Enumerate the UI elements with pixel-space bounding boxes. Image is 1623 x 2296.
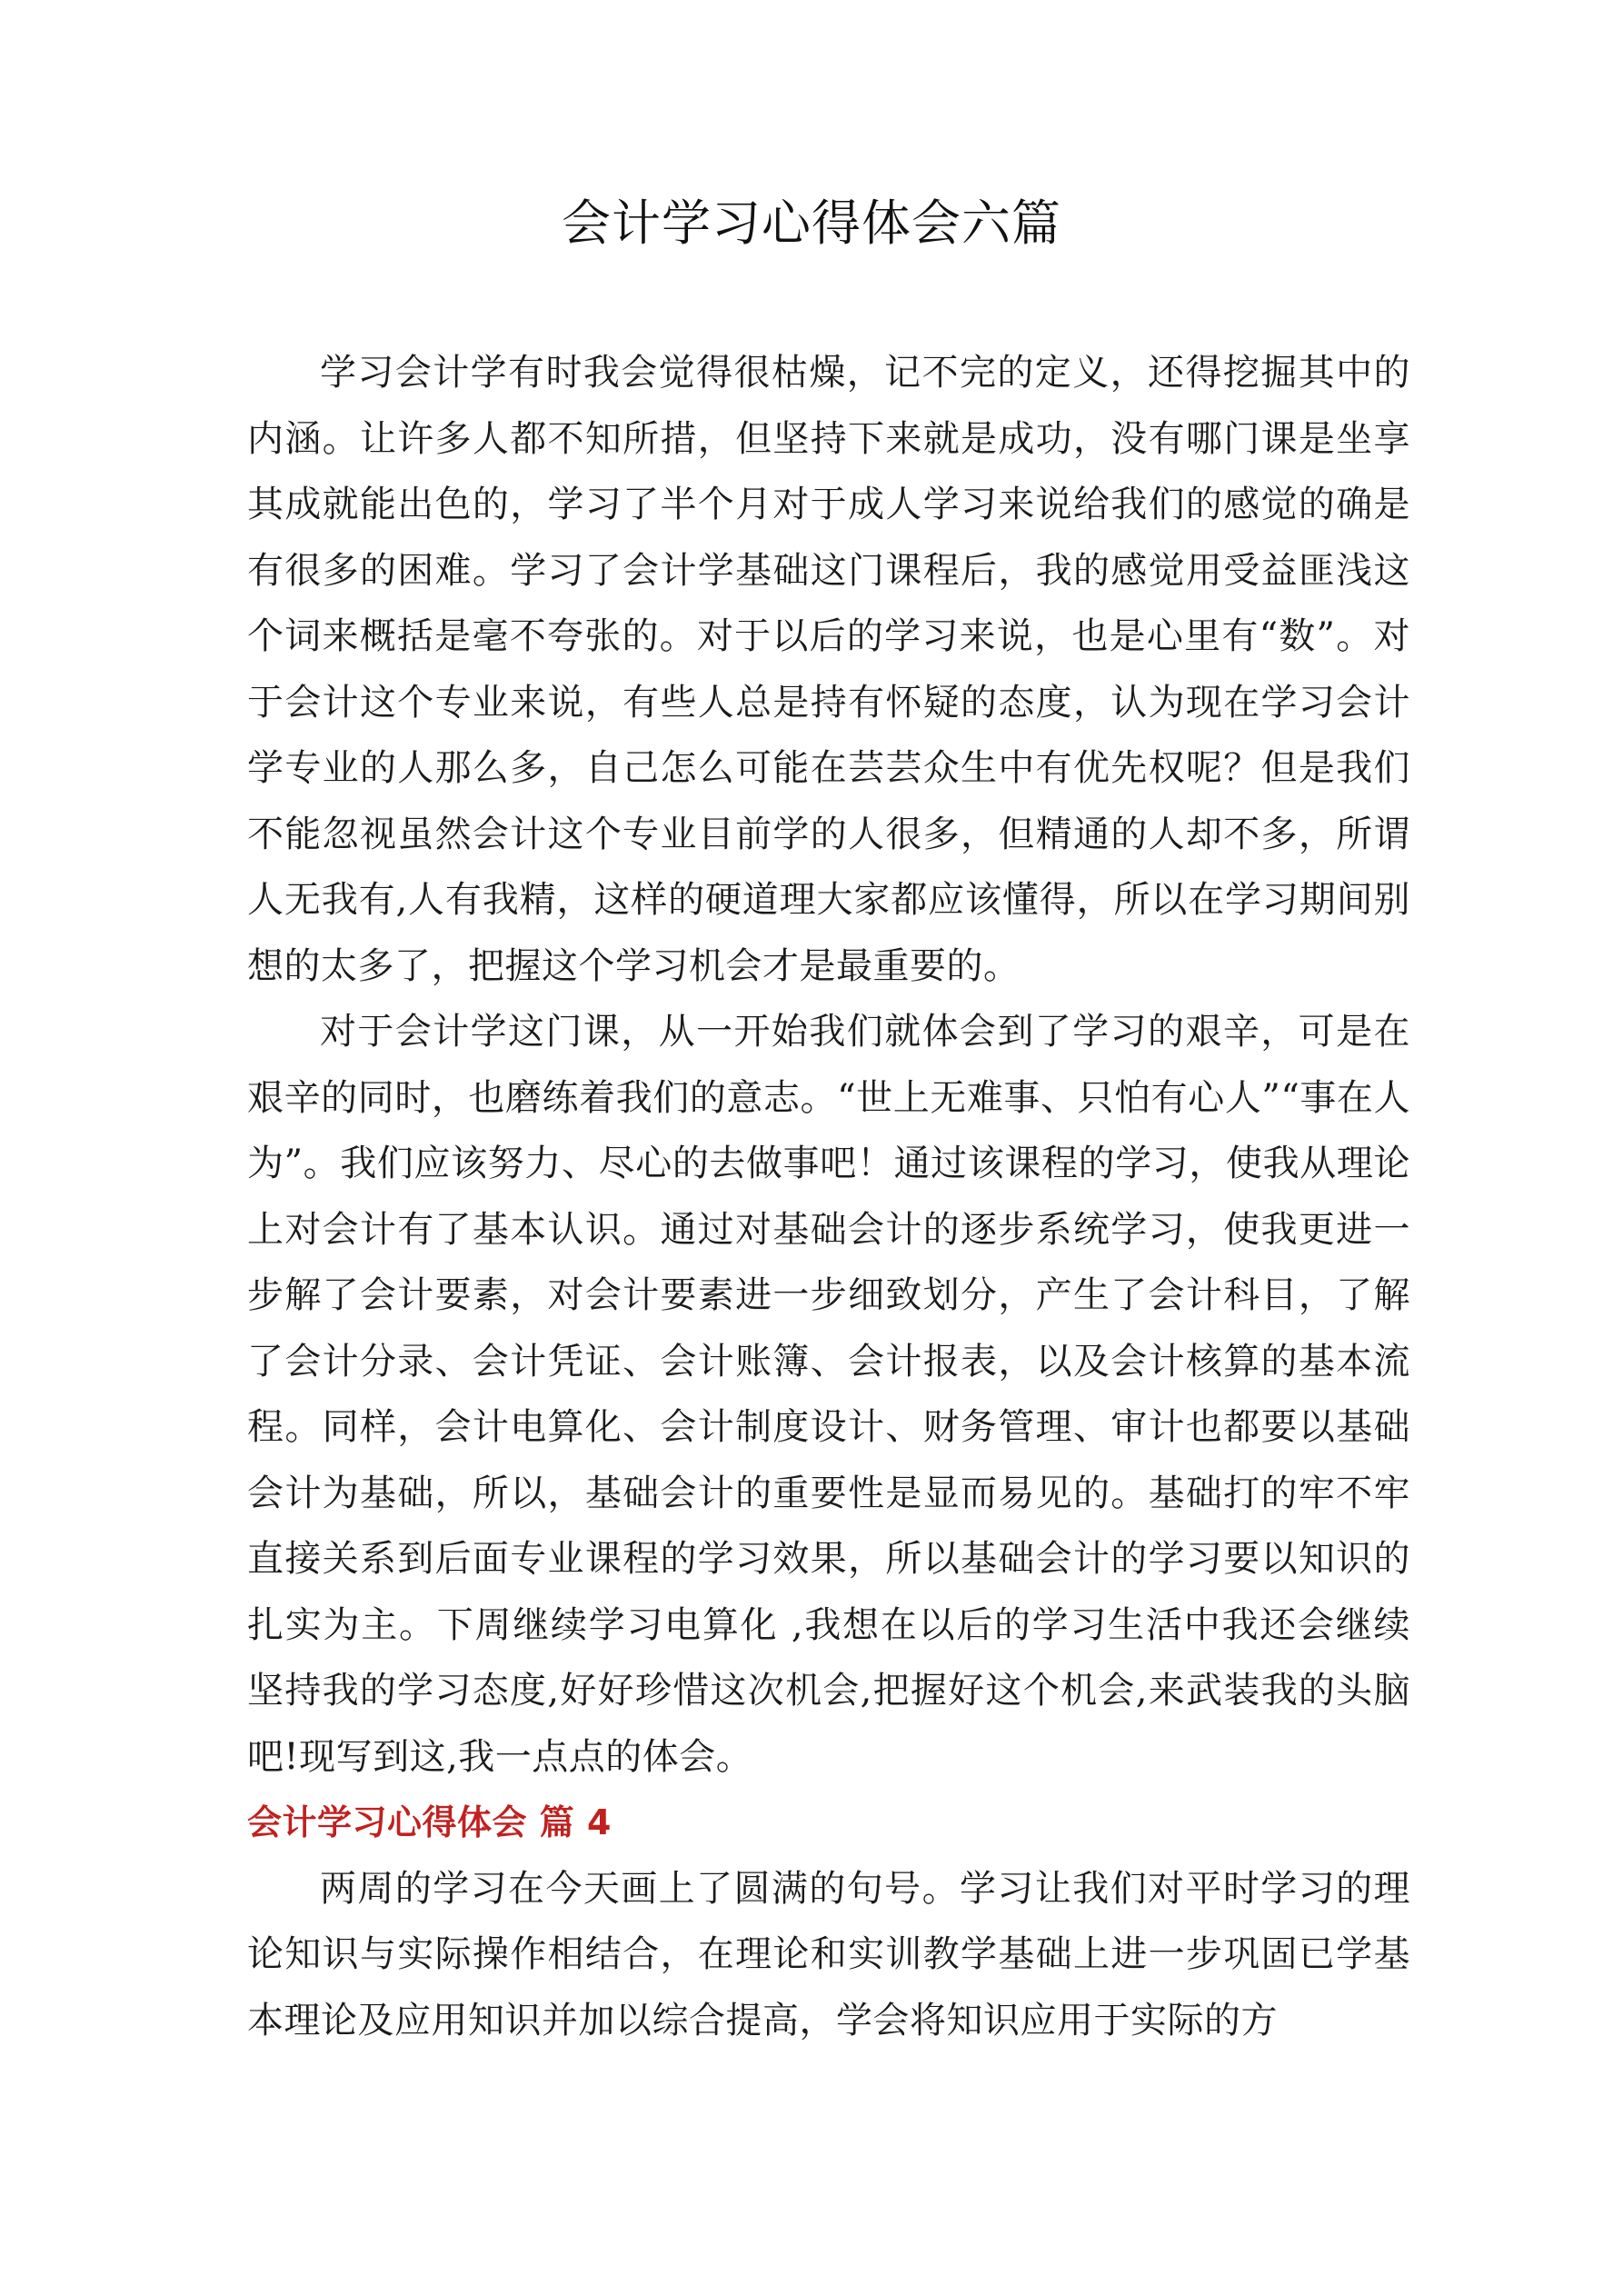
section-heading-4: 会计学习心得体会 篇 4 [247, 1802, 612, 1842]
section-4-paragraph: 两周的学习在今天画上了圆满的句号。学习让我们对平时学习的理论知识与实际操作相结合，在理论和实训教学基础上进一步巩固已学基本理论及应用知识并加以综合提高，学会将知识应用于实际的方 [247, 1867, 1410, 2041]
paragraph-1: 学习会计学有时我会觉得很枯燥，记不完的定义，还得挖掘其中的内涵。让许多人都不知所措，但坚持下来就是成功，没有哪门课是坐享其成就能出色的，学习了半个月对于成人学习来说给我们的感觉的确是有很多的困难。学习了会计学基础这门课程后，我的感觉用受益匪浅这个词来概括是毫不夸张的。对于以后的学习来说，也是心里有“数”。对于会计这个专业来说，有些人总是持有怀疑的态度，认为现在学习会计学专业的人那么多，自己怎么可能在芸芸众生中有优先权呢？但是我们不能忽视虽然会计这个专业目前学的人很多，但精通的人却不多，所谓人无我有,人有我精，这样的硬道理大家都应该懂得，所以在学习期间别想的太多了，把握这个学习机会才是最重要的。 [247, 352, 1410, 987]
document-title: 会计学习心得体会六篇 [562, 195, 1061, 252]
paragraph-2: 对于会计学这门课，从一开始我们就体会到了学习的艰辛，可是在艰辛的同时，也磨练着我们的意志。“世上无难事、只怕有心人”“事在人为”。我们应该努力、尽心的去做事吧！通过该课程的学习，使我从理论上对会计有了基本认识。通过对基础会计的逐步系统学习，使我更进一步解了会计要素，对会计要素进一步细致划分，产生了会计科目，了解了会计分录、会计凭证、会计账簿、会计报表，以及会计核算的基本流程。同样，会计电算化、会计制度设计、财务管理、审计也都要以基础会计为基础，所以，基础会计的重要性是显而易见的。基础打的牢不牢直接关系到后面专业课程的学习效果，所以基础会计的学习要以知识的扎实为主。下周继续学习电算化 ,我想在以后的学习生活中我还会继续坚持我的学习态度,好好珍惜这次机会,把握好这个机会,来武装我的头脑吧!现写到这,我一点点的体会。 [247, 1011, 1410, 1778]
document-body [247, 340, 1410, 2053]
